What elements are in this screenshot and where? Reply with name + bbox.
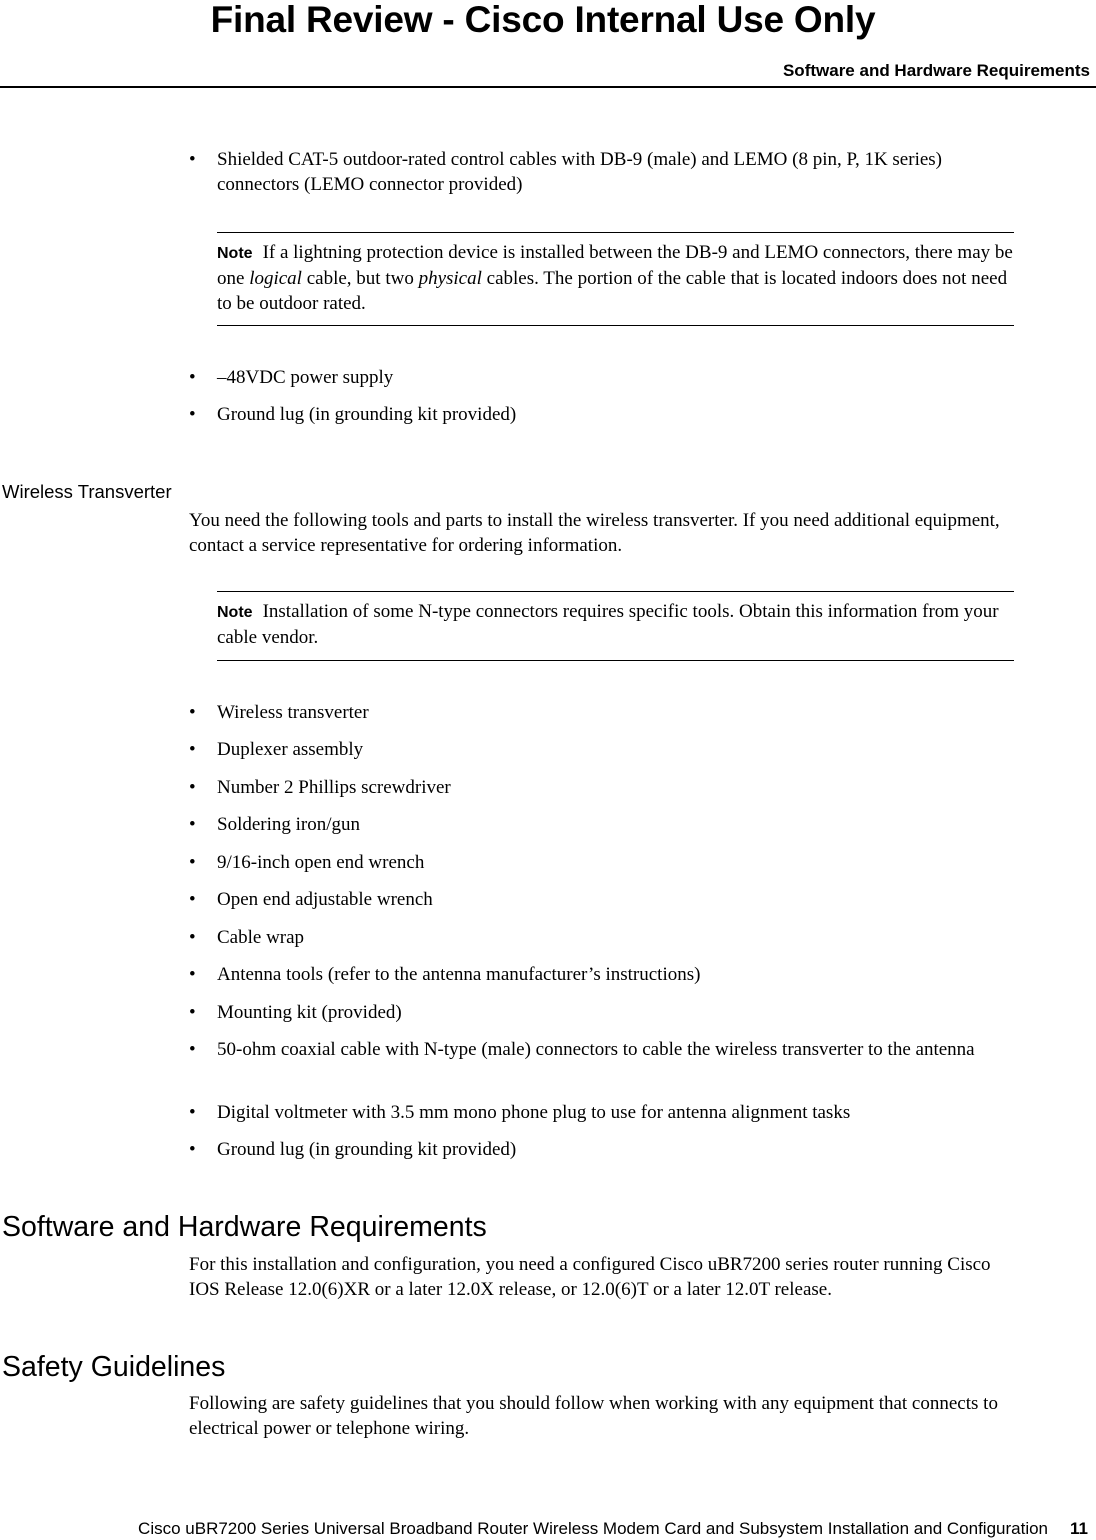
page-footer	[138, 1518, 1088, 1540]
list-item-text: Ground lug (in grounding kit provided)	[217, 404, 517, 425]
note-emphasis-physical: physical	[418, 268, 482, 289]
header-rule	[0, 86, 1096, 88]
list-item	[189, 887, 1019, 912]
bullet-icon: •	[189, 1102, 196, 1123]
list-item	[189, 850, 1019, 875]
bullet-icon: •	[189, 739, 196, 760]
section-heading-safety-guidelines: Safety Guidelines	[2, 1351, 226, 1383]
list-item-text: Digital voltmeter with 3.5 mm mono phone plug to use for antenna alignment tasks	[217, 1102, 851, 1123]
bullet-icon: •	[189, 149, 196, 170]
bullet-icon: •	[189, 404, 196, 425]
list-item-text: –48VDC power supply	[217, 367, 394, 388]
bullet-icon: •	[189, 927, 196, 948]
list-item	[189, 925, 1019, 950]
list-item-text: Duplexer assembly	[217, 739, 364, 760]
bullet-icon: •	[189, 1139, 196, 1160]
list-item	[189, 812, 1019, 837]
list-item	[189, 737, 1019, 762]
list-item	[189, 700, 1019, 725]
safety-paragraph: Following are safety guidelines that you should follow when working with any equipment that connects to electrical power or telephone wiring.	[189, 1393, 998, 1439]
note-emphasis-logical: logical	[249, 268, 302, 289]
list-item	[189, 147, 1019, 197]
bullet-icon: •	[189, 889, 196, 910]
bullet-icon: •	[189, 1039, 196, 1060]
list-item-text: Shielded CAT-5 outdoor-rated control cables with DB-9 (male) and LEMO (8 pin, P, 1K series) connectors (LEMO connector provided)	[217, 149, 942, 195]
list-item-text: Soldering iron/gun	[217, 814, 361, 835]
bullet-icon: •	[189, 852, 196, 873]
list-item	[189, 1100, 1019, 1125]
list-item-text: Open end adjustable wrench	[217, 889, 433, 910]
list-item	[189, 1137, 1019, 1162]
note-text: Installation of some N-type connectors requires specific tools. Obtain this information from your cable vendor.	[217, 601, 999, 648]
note-label: Note	[217, 245, 253, 262]
note-text: cable, but two	[301, 268, 419, 289]
bullet-icon: •	[189, 367, 196, 388]
list-item	[189, 775, 1019, 800]
list-item	[189, 1037, 1019, 1062]
note-box	[217, 232, 1014, 326]
bullet-icon: •	[189, 777, 196, 798]
wireless-intro: You need the following tools and parts to install the wireless transverter. If you need additional equipment, contact a service representative for ordering information.	[189, 510, 1000, 556]
list-item-text: Wireless transverter	[217, 702, 369, 723]
footer-title: Cisco uBR7200 Series Universal Broadband Router Wireless Modem Card and Subsystem Installation and Configuration	[138, 1519, 1049, 1538]
section-heading-wireless-transverter: Wireless Transverter	[2, 481, 172, 502]
section-heading-software-hardware: Software and Hardware Requirements	[2, 1211, 487, 1243]
list-item-text: Antenna tools (refer to the antenna manufacturer’s instructions)	[217, 964, 701, 985]
list-item	[189, 1000, 1019, 1025]
bullet-icon: •	[189, 1002, 196, 1023]
list-item	[189, 962, 1019, 987]
list-item-text: Ground lug (in grounding kit provided)	[217, 1139, 517, 1160]
list-item-text: Number 2 Phillips screwdriver	[217, 777, 451, 798]
list-item-text: Cable wrap	[217, 927, 305, 948]
bullet-icon: •	[189, 814, 196, 835]
running-head: Software and Hardware Requirements	[782, 61, 1090, 80]
note-label: Note	[217, 604, 253, 621]
list-item-text: 50-ohm coaxial cable with N-type (male) connectors to cable the wireless transverter to the antenna	[217, 1039, 975, 1060]
bullet-icon: •	[189, 702, 196, 723]
software-paragraph: For this installation and configuration, you need a configured Cisco uBR7200 series router running Cisco IOS Release 12.0(6)XR or a later 12.0X release, or 12.0(6)T or a later 12.0T release.	[189, 1254, 991, 1300]
review-banner: Final Review - Cisco Internal Use Only	[210, 0, 876, 40]
list-item-text: 9/16-inch open end wrench	[217, 852, 425, 873]
list-item-text: Mounting kit (provided)	[217, 1002, 402, 1023]
list-item	[189, 402, 1019, 427]
page-number: 11	[1070, 1519, 1088, 1538]
note-text: cables. The portion of the cable that is located indoors does not need to be outdoor rated.	[217, 268, 1008, 314]
note-box	[217, 591, 1014, 661]
bullet-icon: •	[189, 964, 196, 985]
note-text: If a lightning protection device is installed between the DB-9 and LEMO connectors, there may be one	[217, 242, 1013, 289]
list-item	[189, 365, 1019, 390]
